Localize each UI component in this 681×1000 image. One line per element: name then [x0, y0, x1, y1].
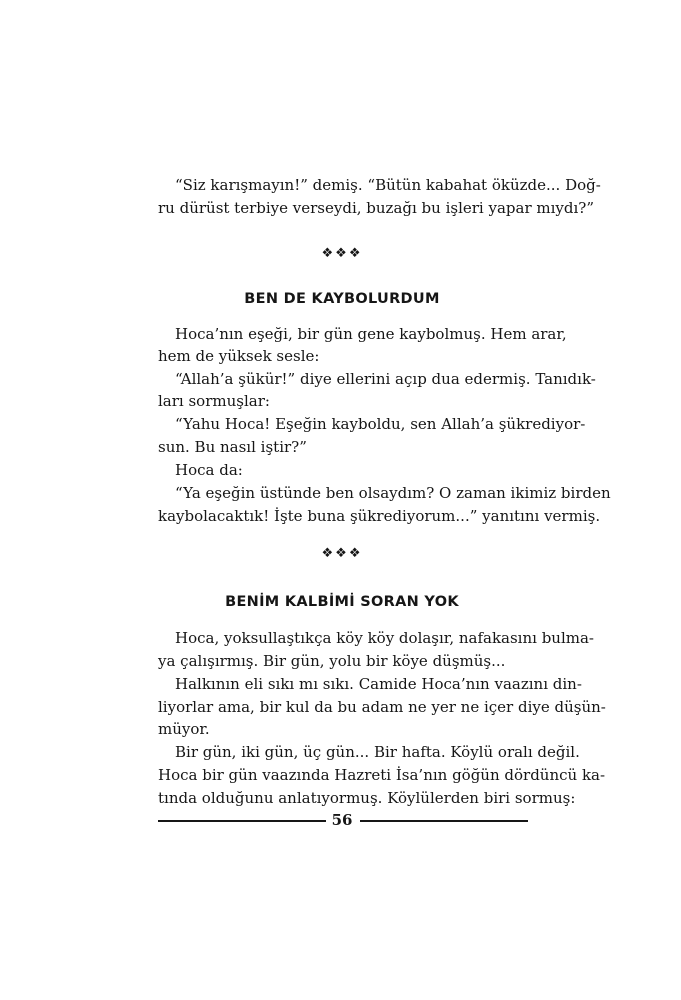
text-line: ru dürüst terbiye verseydi, buzağı bu işleri yapar mıydı?” [158, 199, 595, 217]
text-line: ya çalışırmış. Bir gün, yolu bir köye düşmüş... [158, 652, 506, 670]
footer-rule-left [158, 820, 326, 822]
text-line: “Ya eşeğin üstünde ben olsaydım? O zaman ikimiz birden [175, 484, 611, 502]
text-line: Hoca, yoksullaştıkça köy köy dolaşır, nafakasını bulma- [175, 629, 595, 647]
text-line: Hoca da: [175, 461, 243, 479]
footer-rule-right [360, 820, 528, 822]
section-title: BEN DE KAYBOLURDUM [244, 291, 440, 307]
text-line: liyorlar ama, bir kul da bu adam ne yer ne içer diye düşün- [158, 698, 606, 716]
text-line: Halkının eli sıkı mı sıkı. Camide Hoca’nın vaazını din- [175, 675, 582, 693]
text-line: kaybolacaktık! İşte buna şükrediyorum...” yanıtını vermiş. [158, 507, 601, 525]
page-number: 56 [331, 811, 353, 829]
text-line: sun. Bu nasıl iştir?” [158, 438, 307, 456]
ornament-divider: ❖❖❖ [321, 546, 363, 561]
ornament-divider: ❖❖❖ [321, 246, 363, 261]
text-line: ları sormuşlar: [158, 392, 270, 410]
text-line: Hoca bir gün vaazında Hazreti İsa’nın göğün dördüncü ka- [158, 766, 606, 784]
text-line: tında olduğunu anlatıyormuş. Köylülerden biri sormuş: [158, 789, 576, 807]
text-line: Hoca’nın eşeği, bir gün gene kaybolmuş. Hem arar, [175, 325, 567, 343]
section-title: BENİM KALBİMİ SORAN YOK [225, 594, 459, 610]
text-line: “Allah’a şükür!” diye ellerini açıp dua edermiş. Tanıdık- [175, 370, 596, 388]
text-line: “Siz karışmayın!” demiş. “Bütün kabahat öküzde... Doğ- [175, 176, 601, 194]
text-line: Bir gün, iki gün, üç gün... Bir hafta. Köylü oralı değil. [175, 743, 580, 761]
text-line: müyor. [158, 720, 210, 738]
text-line: “Yahu Hoca! Eşeğin kayboldu, sen Allah’a şükrediyor- [175, 415, 586, 433]
text-line: hem de yüksek sesle: [158, 347, 320, 365]
